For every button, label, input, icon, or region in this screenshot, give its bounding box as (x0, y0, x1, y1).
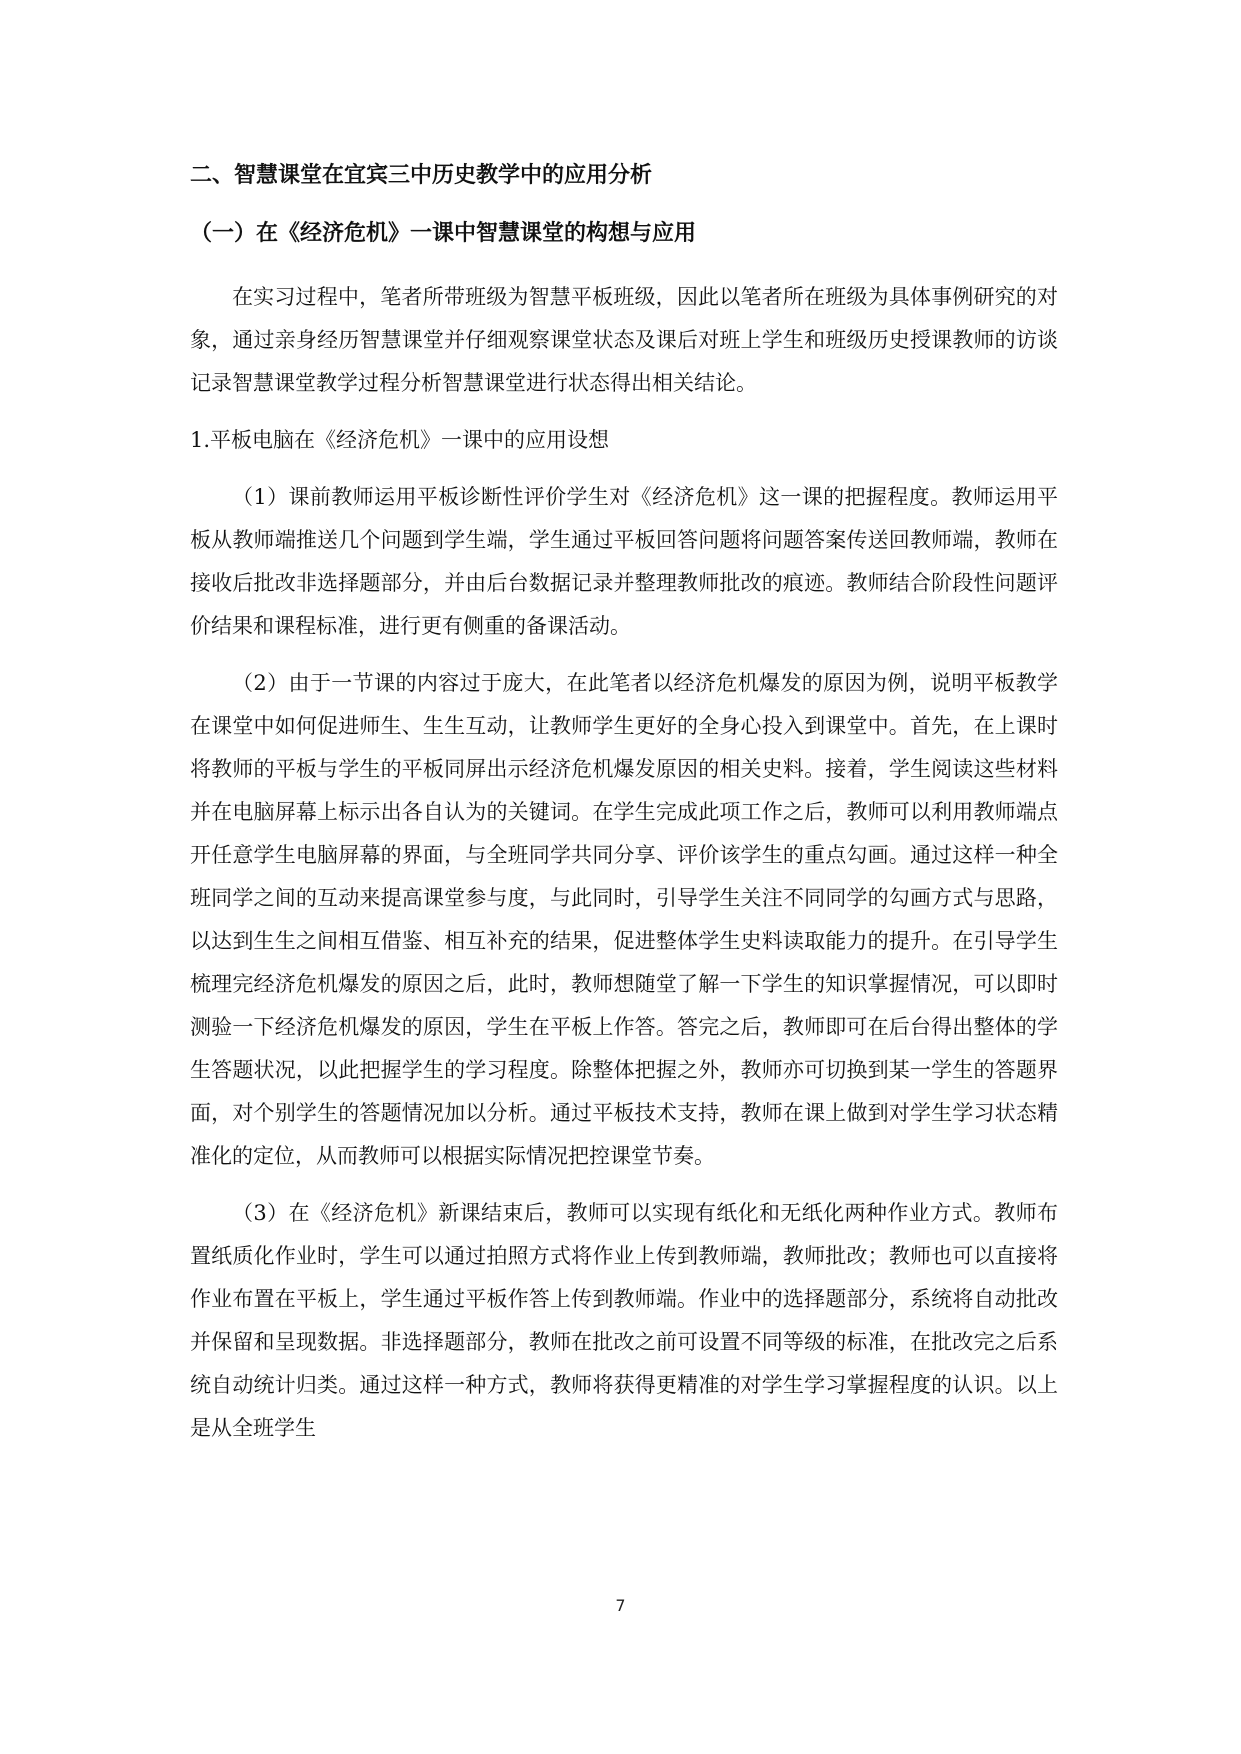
intro-paragraph: 在实习过程中，笔者所带班级为智慧平板班级，因此以笔者所在班级为具体事例研究的对象，通过亲身经历智慧课堂并仔细观察课堂状态及课后对班上学生和班级历史授课教师的访谈记录智慧课堂教学过程分析智慧课堂进行状态得出相关结论。 (190, 285, 1058, 395)
paragraph-1: （1）课前教师运用平板诊断性评价学生对《经济危机》这一课的把握程度。教师运用平板从教师端推送几个问题到学生端，学生通过平板回答问题将问题答案传送回教师端，教师在接收后批改非选择题部分，并由后台数据记录并整理教师批改的痕迹。教师结合阶段性问题评价结果和课程标准，进行更有侧重的备课活动。 (190, 485, 1058, 638)
page-number: 7 (615, 1596, 626, 1615)
paragraph-2: （2）由于一节课的内容过于庞大，在此笔者以经济危机爆发的原因为例，说明平板教学在课堂中如何促进师生、生生互动，让教师学生更好的全身心投入到课堂中。首先，在上课时将教师的平板与学生的平板同屏出示经济危机爆发原因的相关史料。接着，学生阅读这些材料并在电脑屏幕上标示出各自认为的关键词。在学生完成此项工作之后，教师可以利用教师端点开任意学生电脑屏幕的界面，与全班同学共同分享、评价该学生的重点勾画。通过这样一种全班同学之间的互动来提高课堂参与度，与此同时，引导学生关注不同同学的勾画方式与思路，以达到生生之间相互借鉴、相互补充的结果，促进整体学生史料读取能力的提升。在引导学生梳理完经济危机爆发的原因之后，此时，教师想随堂了解一下学生的知识掌握情况，可以即时测验一下经济危机爆发的原因，学生在平板上作答。答完之后，教师即可在后台得出整体的学生答题状况，以此把握学生的学习程度。除整体把握之外，教师亦可切换到某一学生的答题界面，对个别学生的答题情况加以分析。通过平板技术支持，教师在课上做到对学生学习状态精准化的定位，从而教师可以根据实际情况把控课堂节奏。 (190, 671, 1058, 1168)
page-content (190, 160, 1058, 1450)
section-heading: 二、智慧课堂在宜宾三中历史教学中的应用分析 (190, 163, 653, 188)
paragraph-3: （3）在《经济危机》新课结束后，教师可以实现有纸化和无纸化两种作业方式。教师布置纸质化作业时，学生可以通过拍照方式将作业上传到教师端，教师批改；教师也可以直接将作业布置在平板上，学生通过平板作答上传到教师端。作业中的选择题部分，系统将自动批改并保留和呈现数据。非选择题部分，教师在批改之前可设置不同等级的标准，在批改完之后系统自动统计归类。通过这样一种方式，教师将获得更精准的对学生学习掌握程度的认识。以上是从全班学生 (190, 1201, 1058, 1440)
subsection-heading: （一）在《经济危机》一课中智慧课堂的构想与应用 (190, 221, 697, 246)
numbered-subheading: 1.平板电脑在《经济危机》一课中的应用设想 (190, 428, 610, 452)
